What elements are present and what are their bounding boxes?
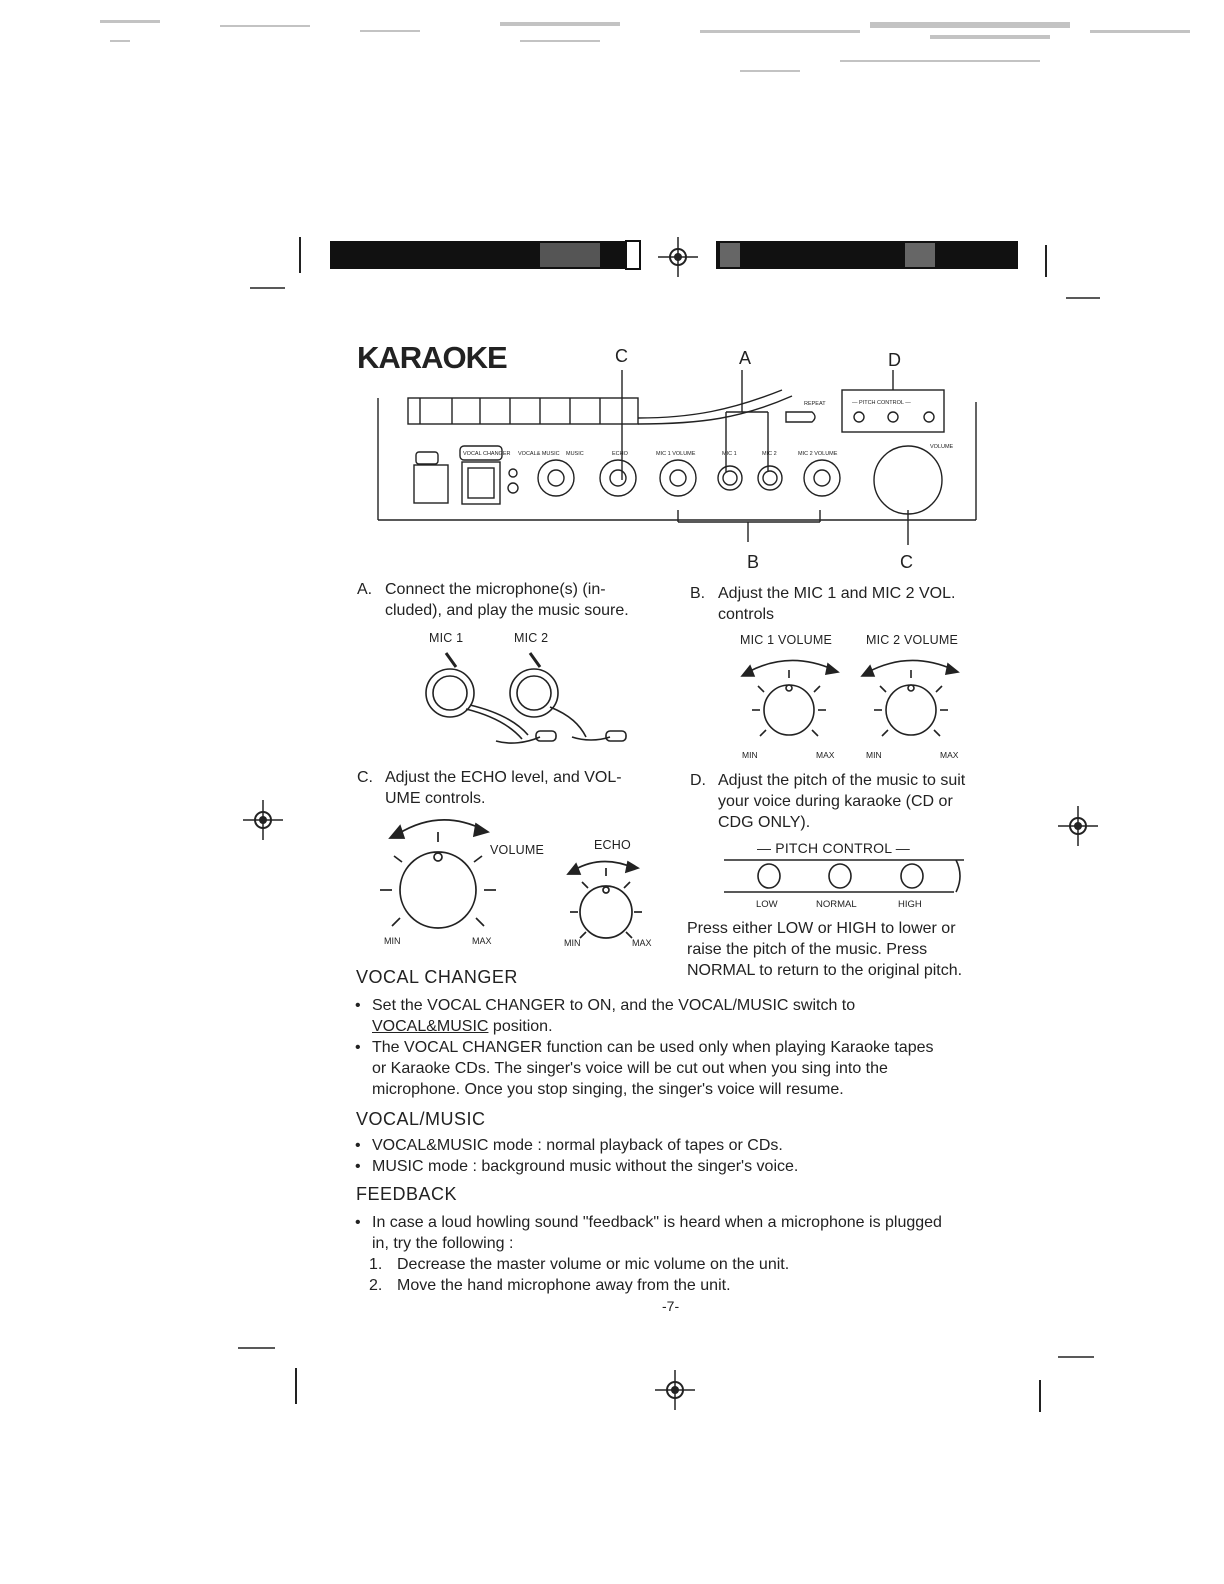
vocal-changer-bullets bbox=[355, 995, 995, 1100]
step-b-line2: controls bbox=[718, 606, 775, 623]
vocal-music-position-term: VOCAL&MUSIC bbox=[372, 1018, 489, 1035]
feedback-step-1 bbox=[355, 1254, 1015, 1275]
step-c-line1: Adjust the ECHO level, and VOL- bbox=[385, 769, 622, 786]
step-a-line1: Connect the microphone(s) (in- bbox=[385, 581, 606, 598]
step-c-text bbox=[357, 767, 677, 809]
vocal-music-b2: MUSIC mode : background music without the singer's voice. bbox=[372, 1158, 799, 1175]
page-number: -7- bbox=[662, 1298, 680, 1314]
control-panel-diagram bbox=[372, 360, 992, 550]
step-a-mic2-label: MIC 2 bbox=[514, 631, 549, 645]
step-b-text bbox=[690, 583, 1010, 625]
callout-d: D bbox=[888, 350, 901, 370]
step-b-line1: Adjust the MIC 1 and MIC 2 VOL. bbox=[718, 585, 956, 602]
volume-max-label: MAX bbox=[472, 936, 492, 946]
crop-marks-bottom bbox=[0, 1340, 1224, 1460]
feedback-bullets bbox=[355, 1212, 1015, 1296]
step-b-letter: B. bbox=[690, 585, 706, 602]
vocal-music-bullet-2: • MUSIC mode : background music without the singer's voice. bbox=[355, 1158, 799, 1175]
step-b-mic1-volume-label: MIC 1 VOLUME bbox=[740, 633, 832, 647]
feedback-b1-line1: In case a loud howling sound "feedback" is heard when a microphone is plugged bbox=[372, 1214, 942, 1231]
step-c-line2: UME controls. bbox=[385, 790, 486, 807]
panel-label-music: MUSIC bbox=[566, 451, 584, 457]
echo-min-label: MIN bbox=[564, 938, 581, 948]
panel-label-repeat: REPEAT bbox=[804, 401, 826, 407]
vocal-changer-b1-post: position. bbox=[488, 1018, 553, 1035]
scan-noise-top bbox=[0, 0, 1224, 110]
feedback-step-1-number: 1. bbox=[369, 1256, 383, 1273]
panel-label-mic2: MIC 2 bbox=[762, 451, 777, 457]
pitch-note-line2: raise the pitch of the music. Press bbox=[687, 941, 928, 958]
page-title: KARAOKE bbox=[357, 340, 507, 375]
panel-label-echo: ECHO bbox=[612, 451, 628, 457]
header-bar bbox=[0, 225, 1224, 305]
vocal-changer-b2-line3: microphone. Once you stop singing, the singer's voice will resume. bbox=[372, 1081, 844, 1098]
pitch-high-label: HIGH bbox=[898, 899, 922, 910]
panel-label-pitch-control: — PITCH CONTROL — bbox=[852, 400, 911, 406]
panel-label-mic2-volume: MIC 2 VOLUME bbox=[798, 451, 838, 457]
pitch-note bbox=[687, 918, 997, 981]
step-b-mic2-volume-label: MIC 2 VOLUME bbox=[866, 633, 958, 647]
step-a-line2: cluded), and play the music soure. bbox=[385, 602, 629, 619]
step-d-line1: Adjust the pitch of the music to suit bbox=[718, 772, 966, 789]
step-c-echo-label: ECHO bbox=[594, 838, 631, 852]
feedback-bullet-1: • In case a loud howling sound "feedback" is heard when a microphone is plugged in, try the following : bbox=[355, 1212, 1015, 1254]
feedback-step-2-text: Move the hand microphone away from the unit. bbox=[397, 1277, 731, 1294]
volume-min-label: MIN bbox=[384, 936, 401, 946]
callout-c-top: C bbox=[615, 346, 628, 366]
microphone-plug-illustration bbox=[410, 645, 650, 755]
vocal-changer-bullet-1: • Set the VOCAL CHANGER to ON, and the VOCAL/MUSIC switch to VOCAL&MUSIC position. bbox=[355, 997, 856, 1035]
feedback-step-2 bbox=[355, 1275, 1015, 1296]
vocal-music-b1: VOCAL&MUSIC mode : normal playback of tapes or CDs. bbox=[372, 1137, 783, 1154]
step-d-text bbox=[690, 770, 1000, 833]
mic-volume-knobs bbox=[730, 650, 990, 760]
step-d-letter: D. bbox=[690, 772, 706, 789]
volume-echo-knobs bbox=[370, 812, 660, 952]
panel-label-volume: VOLUME bbox=[930, 444, 954, 450]
callout-a: A bbox=[739, 348, 752, 368]
mic1-max-label: MAX bbox=[816, 750, 835, 760]
step-d-line2: your voice during karaoke (CD or bbox=[718, 793, 953, 810]
vocal-music-bullets bbox=[355, 1135, 995, 1177]
pitch-low-label: LOW bbox=[756, 899, 778, 910]
feedback-step-2-number: 2. bbox=[369, 1277, 383, 1294]
mic1-min-label: MIN bbox=[742, 750, 758, 760]
vocal-music-bullet-1: • VOCAL&MUSIC mode : normal playback of tapes or CDs. bbox=[355, 1137, 783, 1154]
panel-label-vocal-music: VOCAL& MUSIC bbox=[518, 451, 560, 457]
step-c-letter: C. bbox=[357, 769, 373, 786]
vocal-changer-b1-text: Set the VOCAL CHANGER to ON, and the VOCAL/MUSIC switch to bbox=[372, 997, 856, 1014]
echo-max-label: MAX bbox=[632, 938, 652, 948]
pitch-note-line3: NORMAL to return to the original pitch. bbox=[687, 962, 963, 979]
step-c-volume-label: VOLUME bbox=[490, 843, 544, 857]
panel-label-mic1: MIC 1 bbox=[722, 451, 737, 457]
registration-mark-right bbox=[1058, 806, 1098, 846]
feedback-heading: FEEDBACK bbox=[356, 1184, 458, 1204]
feedback-b1-line2: in, try the following : bbox=[372, 1235, 514, 1252]
vocal-changer-b2-line1: The VOCAL CHANGER function can be used only when playing Karaoke tapes bbox=[372, 1039, 934, 1056]
vocal-changer-b2-line2: or Karaoke CDs. The singer's voice will be cut out when you sing into the bbox=[372, 1060, 888, 1077]
pitch-normal-label: NORMAL bbox=[816, 899, 857, 910]
step-d-line3: CDG ONLY). bbox=[718, 814, 811, 831]
pitch-note-line1: Press either LOW or HIGH to lower or bbox=[687, 920, 956, 937]
callout-b: B bbox=[747, 552, 760, 572]
vocal-changer-bullet-2: • The VOCAL CHANGER function can be used only when playing Karaoke tapes or Karaoke CDs. The singer's voice will be cut out when you sing into the microphone. Once you stop singing, the singer's voice will resume. bbox=[355, 1037, 995, 1100]
mic2-max-label: MAX bbox=[940, 750, 959, 760]
vocal-changer-heading: VOCAL CHANGER bbox=[356, 967, 518, 987]
mic2-min-label: MIN bbox=[866, 750, 882, 760]
panel-label-vocal-changer: VOCAL CHANGER bbox=[463, 451, 511, 457]
registration-mark-top bbox=[658, 237, 698, 277]
pitch-control-buttons bbox=[720, 856, 980, 896]
vocal-music-heading: VOCAL/MUSIC bbox=[356, 1109, 486, 1129]
pitch-control-label: — PITCH CONTROL — bbox=[757, 840, 910, 856]
callout-c-bottom: C bbox=[900, 552, 913, 572]
step-a-text bbox=[357, 579, 677, 621]
feedback-step-1-text: Decrease the master volume or mic volume on the unit. bbox=[397, 1256, 790, 1273]
step-a-letter: A. bbox=[357, 581, 373, 598]
panel-label-mic1-volume: MIC 1 VOLUME bbox=[656, 451, 696, 457]
step-a-mic1-label: MIC 1 bbox=[429, 631, 464, 645]
registration-mark-left bbox=[243, 800, 283, 840]
